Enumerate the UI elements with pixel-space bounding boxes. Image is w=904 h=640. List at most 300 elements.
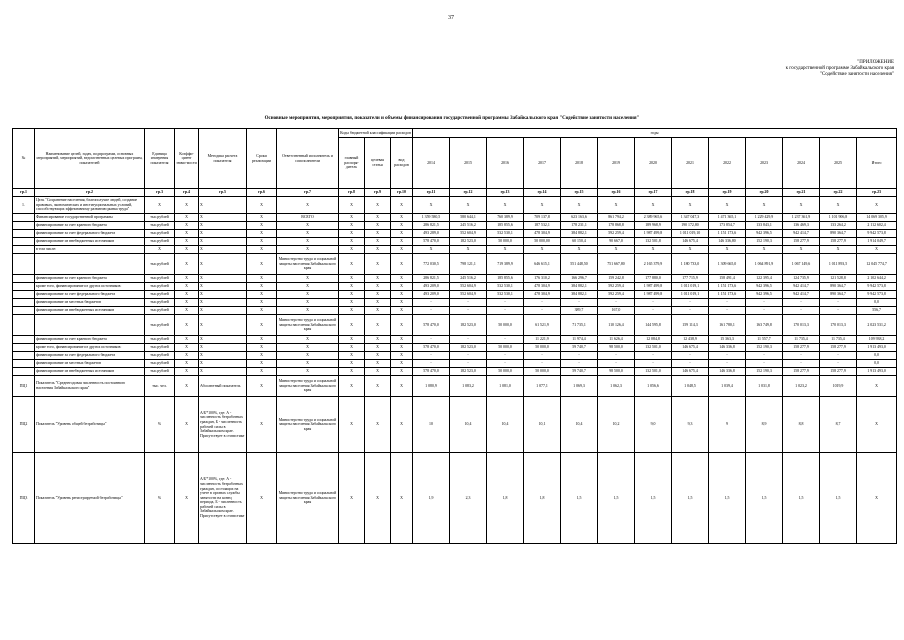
table-cell: X <box>175 291 199 299</box>
table-cell: - <box>635 307 672 315</box>
table-cell: X <box>247 246 277 254</box>
table-cell: X <box>365 397 391 453</box>
table-cell: 890 364,7 <box>820 283 857 291</box>
table-cell: Министерство труда и социальной защиты населения Забайкальского края <box>277 376 339 397</box>
header-total: Итого <box>857 138 897 189</box>
table-row <box>13 291 897 299</box>
table-cell: X <box>391 352 413 360</box>
table-cell: X <box>247 291 277 299</box>
table-cell <box>13 238 35 246</box>
table-cell: X <box>365 360 391 368</box>
table-cell: X <box>199 360 247 368</box>
table-cell: X <box>247 197 277 214</box>
table-cell: 1 011 019,1 <box>672 283 709 291</box>
table-cell: 719 389,9 <box>487 254 524 275</box>
table-cell: кроме того, финансирование из других источников: <box>35 283 145 291</box>
table-cell: X <box>199 246 247 254</box>
table-cell: 177 715,9 <box>672 275 709 283</box>
table-cell: - <box>561 352 598 360</box>
table-cell: X <box>199 291 247 299</box>
table-cell: - <box>413 299 450 307</box>
table-cell: 2 102 644,2 <box>857 275 897 283</box>
table-cell: X <box>391 368 413 376</box>
table-cell: 2,3 <box>450 453 487 544</box>
table-cell: 1 011 019,10 <box>672 230 709 238</box>
table-cell: X <box>391 453 413 544</box>
table-cell <box>13 336 35 344</box>
table-cell: тыс.рублей <box>145 254 175 275</box>
table-cell: X <box>391 230 413 238</box>
table-cell: финансирование за счет федерального бюджета <box>35 291 145 299</box>
appendix-note <box>704 60 894 78</box>
table-cell: 159 242,8 <box>598 275 635 283</box>
table-cell: X <box>199 197 247 214</box>
table-cell: 152 190,3 <box>746 344 783 352</box>
table-cell: X <box>339 254 365 275</box>
table-cell: 50 000,0 <box>487 344 524 352</box>
table-row <box>13 360 897 368</box>
table-cell: 1 309 665,0 <box>709 254 746 275</box>
header-code-b: целевая статья <box>365 138 391 189</box>
table-cell: - <box>709 307 746 315</box>
table-cell: X <box>199 230 247 238</box>
table-cell: X <box>413 246 450 254</box>
table-cell: 8,7 <box>820 397 857 453</box>
table-cell: 122 395,4 <box>746 275 783 283</box>
table-cell: 1 987 499,8 <box>635 291 672 299</box>
table-cell: А/Б*100%, где: А - численность безработных граждан, Б - численность рабочей силы в Забайкальском крае. Присутствует в статистике <box>199 397 247 453</box>
table-cell: 1 069,3 <box>561 376 598 397</box>
table-cell: X <box>561 246 598 254</box>
table-cell: - <box>450 360 487 368</box>
table-cell: X <box>247 214 277 222</box>
table-cell: 178 231,1 <box>561 222 598 230</box>
table-cell: финансирование из внебюджетных источников <box>35 368 145 376</box>
table-cell: X <box>561 197 598 214</box>
table-cell: 1 011 019,1 <box>672 291 709 299</box>
header-year: 2021 <box>672 138 709 189</box>
table-cell: X <box>175 283 199 291</box>
table-cell: X <box>365 283 391 291</box>
table-cell: 2 165 379,9 <box>635 254 672 275</box>
table-cell: - <box>487 352 524 360</box>
table-cell: финансирование за счет краевого бюджета <box>35 336 145 344</box>
table-cell: 389,7 <box>561 307 598 315</box>
table-cell: X <box>857 246 897 254</box>
table-cell: X <box>247 230 277 238</box>
table-row <box>13 299 897 307</box>
table-cell: 1 987 499,8 <box>635 230 672 238</box>
table-row <box>13 336 897 344</box>
table-cell: X <box>339 299 365 307</box>
table-cell: X <box>857 376 897 397</box>
table-cell <box>13 360 35 368</box>
table-cell: - <box>450 307 487 315</box>
table-cell: ПЦ3 <box>13 453 35 544</box>
table-cell: 173 854,7 <box>709 222 746 230</box>
table-cell: - <box>450 336 487 344</box>
table-cell: 98 500,0 <box>598 368 635 376</box>
table-cell: 2 112 602,4 <box>857 222 897 230</box>
table-cell: X <box>391 238 413 246</box>
table-cell: - <box>450 299 487 307</box>
table-cell: X <box>247 368 277 376</box>
table-cell: 1 347 047,3 <box>672 214 709 222</box>
table-cell: Цель "Сохранение населения, благополучие людей, создание правовых, экономических и институциональных условий, способствующих эффективному развитию рынка труда" <box>35 197 145 214</box>
table-cell: 15 363,3 <box>709 336 746 344</box>
table-cell: X <box>365 307 391 315</box>
table-cell <box>13 307 35 315</box>
table-cell: X <box>857 453 897 544</box>
table-cell: X <box>783 197 820 214</box>
table-cell: % <box>145 397 175 453</box>
table-cell: X <box>247 283 277 291</box>
header-year: 2017 <box>524 138 561 189</box>
header-year: 2024 <box>783 138 820 189</box>
table-cell: тыс.рублей <box>145 368 175 376</box>
table-cell: X <box>247 307 277 315</box>
table-cell: X <box>199 283 247 291</box>
table-cell: X <box>175 230 199 238</box>
table-cell: X <box>277 238 339 246</box>
table-cell: 1 913 493,0 <box>857 344 897 352</box>
table-cell: 12 084,8 <box>635 336 672 344</box>
table-cell: финансирование из местных бюджетов <box>35 360 145 368</box>
table-cell: 286 821,5 <box>413 222 450 230</box>
table-cell: - <box>413 360 450 368</box>
table-cell: X <box>175 397 199 453</box>
table-cell: - <box>524 360 561 368</box>
table-cell: X <box>175 299 199 307</box>
table-row <box>13 254 897 275</box>
table-cell: 556,7 <box>857 307 897 315</box>
table-cell: X <box>450 246 487 254</box>
table-cell: 132 501,8 <box>635 238 672 246</box>
header-year: 2019 <box>598 138 635 189</box>
table-cell: X <box>199 315 247 336</box>
table-cell: X <box>247 344 277 352</box>
table-cell: - <box>783 307 820 315</box>
table-cell: 1 081,0 <box>487 376 524 397</box>
table-cell: 1 914 049,7 <box>857 238 897 246</box>
table-cell: X <box>247 453 277 544</box>
table-cell: 90 667,0 <box>598 238 635 246</box>
table-cell: 532 530,1 <box>487 230 524 238</box>
table-cell: 10,4 <box>450 397 487 453</box>
table-row <box>13 453 897 544</box>
table-cell: 2 389 965,6 <box>635 214 672 222</box>
appendix-line-2: к государственной программе Забайкальского края <box>785 66 894 71</box>
table-cell: 384 882,1 <box>561 291 598 299</box>
table-cell: X <box>247 275 277 283</box>
table-cell: 592 259,4 <box>598 291 635 299</box>
table-cell: 861 794,2 <box>598 214 635 222</box>
col-index: гр.10 <box>391 189 413 197</box>
table-cell: - <box>783 352 820 360</box>
table-cell <box>13 254 35 275</box>
table-cell: 182 523,0 <box>450 238 487 246</box>
table-cell: 10,2 <box>598 397 635 453</box>
table-cell: - <box>820 307 857 315</box>
table-cell: 1 913 493,0 <box>857 368 897 376</box>
table-cell: X <box>365 376 391 397</box>
table-cell: X <box>339 246 365 254</box>
table-cell: X <box>277 368 339 376</box>
table-cell: X <box>820 197 857 214</box>
table-cell: X <box>175 214 199 222</box>
table-cell <box>13 214 35 222</box>
table-cell: 158 277,9 <box>783 368 820 376</box>
table-row <box>13 230 897 238</box>
table-cell: финансирование из внебюджетных источников <box>35 307 145 315</box>
table-cell: X <box>365 368 391 376</box>
table-cell: 384 882,1 <box>561 230 598 238</box>
table-cell: X <box>247 315 277 336</box>
table-cell: X <box>247 376 277 397</box>
table-cell: X <box>277 352 339 360</box>
table-cell: тыс.рублей <box>145 291 175 299</box>
table-cell <box>13 299 35 307</box>
table-cell: X <box>175 376 199 397</box>
table-cell: 890 364,7 <box>820 291 857 299</box>
table-cell: X <box>524 197 561 214</box>
table-cell: 166 296,7 <box>561 275 598 283</box>
table-cell: X <box>524 246 561 254</box>
table-cell: - <box>635 352 672 360</box>
table-cell: - <box>598 352 635 360</box>
table-cell: кроме того, финансирование из других источников: <box>35 344 145 352</box>
table-cell: тыс.рублей <box>145 230 175 238</box>
table-cell <box>13 315 35 336</box>
table-cell: - <box>598 299 635 307</box>
col-index: гр.16 <box>598 189 635 197</box>
table-row <box>13 352 897 360</box>
table-cell: 1 023,2 <box>783 376 820 397</box>
table-cell: 2 023 531,2 <box>857 315 897 336</box>
table-row <box>13 344 897 352</box>
table-cell: 646 615,1 <box>524 254 561 275</box>
header-year: 2018 <box>561 138 598 189</box>
table-cell: 50 000,0 <box>487 315 524 336</box>
table-cell: 772 030,5 <box>413 254 450 275</box>
table-cell: X <box>365 246 391 254</box>
header-year: 2015 <box>450 138 487 189</box>
table-cell: X <box>247 336 277 344</box>
table-cell: X <box>247 238 277 246</box>
table-cell: 1 229 429,9 <box>746 214 783 222</box>
table-cell: тыс.рублей <box>145 307 175 315</box>
table-cell <box>13 352 35 360</box>
table-cell: 177 880,0 <box>635 275 672 283</box>
table-cell: X <box>365 352 391 360</box>
table-cell: А/Б*100%, где: А - численность безработных граждан, состоящих на учете в органах службы занятости на конец периода, Б - численность рабочей силы в Забайкальском крае. Присутствует в статистике <box>199 453 247 544</box>
table-cell: 384 882,1 <box>561 283 598 291</box>
table-cell: Показатель "Среднегодовая численность постоянного населения Забайкальского края" <box>35 376 145 397</box>
table-cell: X <box>175 453 199 544</box>
table-cell: 182 523,0 <box>450 368 487 376</box>
table-cell: X <box>277 275 339 283</box>
table-cell: X <box>365 299 391 307</box>
table-cell: Финансирование государственной программы <box>35 214 145 222</box>
table-cell: 1 056,6 <box>635 376 672 397</box>
table-cell: 167,0 <box>598 307 635 315</box>
table-cell: финансирование за счет федерального бюджета <box>35 352 145 360</box>
column-index-row <box>13 189 897 197</box>
table-cell: X <box>365 453 391 544</box>
col-index: гр.19 <box>709 189 746 197</box>
col-index: гр.5 <box>199 189 247 197</box>
table-cell: X <box>277 307 339 315</box>
table-cell: 532 530,1 <box>487 283 524 291</box>
table-cell: X <box>339 222 365 230</box>
table-cell: 1,5 <box>561 453 598 544</box>
table-cell: 163 749,8 <box>746 315 783 336</box>
table-cell: 551 448,50 <box>561 254 598 275</box>
col-index: гр.7 <box>277 189 339 197</box>
table-cell: - <box>672 307 709 315</box>
table-cell: X <box>145 197 175 214</box>
table-cell: X <box>339 291 365 299</box>
table-cell: 1,5 <box>672 453 709 544</box>
col-index: гр.8 <box>339 189 365 197</box>
table-cell: ПЦ2 <box>13 397 35 453</box>
table-cell: - <box>487 336 524 344</box>
table-cell: - <box>783 299 820 307</box>
table-cell: X <box>277 246 339 254</box>
table-body <box>13 197 897 544</box>
table-cell: - <box>820 299 857 307</box>
table-cell: 890 364,7 <box>820 230 857 238</box>
table-cell: 132 501,0 <box>635 368 672 376</box>
table-cell: в том числе: <box>35 246 145 254</box>
table-cell: X <box>175 222 199 230</box>
table-cell: X <box>339 352 365 360</box>
table-cell: тыс.рублей <box>145 352 175 360</box>
table-cell: 124 735,9 <box>783 275 820 283</box>
table-cell: X <box>339 238 365 246</box>
table-cell: тыс.рублей <box>145 336 175 344</box>
table-cell: 190 172,80 <box>672 222 709 230</box>
table-cell: 10,4 <box>561 397 598 453</box>
table-cell: 159 114,3 <box>672 315 709 336</box>
table-cell <box>13 368 35 376</box>
table-cell: X <box>175 352 199 360</box>
table-cell: 146 675,4 <box>672 368 709 376</box>
table-cell: финансирование за счет краевого бюджета <box>35 222 145 230</box>
table-cell: 61 521,9 <box>524 315 561 336</box>
table-cell: 60 150,4 <box>561 238 598 246</box>
table-cell: 158 277,9 <box>820 238 857 246</box>
table-cell: 942 414,7 <box>783 283 820 291</box>
table-cell: Министерство труда и социальной защиты населения Забайкальского края <box>277 315 339 336</box>
table-cell: 158 277,9 <box>820 344 857 352</box>
table-cell: 592 259,4 <box>598 283 635 291</box>
appendix-line-1: "ПРИЛОЖЕНИЕ <box>857 60 894 65</box>
header-unit: Единица измерения показателя <box>145 129 175 189</box>
table-cell: X <box>339 315 365 336</box>
table-cell: - <box>635 360 672 368</box>
table-cell: финансирование за счет федерального бюджета <box>35 230 145 238</box>
table-cell: X <box>635 246 672 254</box>
table-cell: 493 209,0 <box>413 291 450 299</box>
table-cell: X <box>277 360 339 368</box>
table-cell: X <box>175 254 199 275</box>
table-cell: X <box>175 360 199 368</box>
table-cell: - <box>487 360 524 368</box>
table-cell: 552 604,9 <box>450 230 487 238</box>
table-cell <box>13 283 35 291</box>
table-cell: 11 557,7 <box>746 336 783 344</box>
table-cell: X <box>339 214 365 222</box>
table-cell: X <box>199 352 247 360</box>
table-cell: 1,5 <box>709 453 746 544</box>
table-cell: X <box>199 254 247 275</box>
table-cell: 532 530,1 <box>487 291 524 299</box>
table-cell: 158 277,9 <box>783 344 820 352</box>
table-cell: X <box>339 360 365 368</box>
table-cell: 187 532,1 <box>524 222 561 230</box>
table-cell: - <box>524 352 561 360</box>
table-cell: X <box>175 275 199 283</box>
table-cell: X <box>391 376 413 397</box>
table-row <box>13 214 897 222</box>
table-cell: 1 471 365,1 <box>709 214 746 222</box>
table-cell: тыс.рублей <box>145 238 175 246</box>
table-cell: 11 221,9 <box>524 336 561 344</box>
table-cell: - <box>635 299 672 307</box>
table-cell: 1 039,4 <box>709 376 746 397</box>
table-cell: тыс.рублей <box>145 360 175 368</box>
header-term: Сроки реализации <box>247 129 277 189</box>
table-cell: тыс.рублей <box>145 315 175 336</box>
table-cell: 580 644,1 <box>450 214 487 222</box>
table-cell <box>13 230 35 238</box>
table-cell: 161 780,1 <box>709 315 746 336</box>
table-cell: X <box>391 222 413 230</box>
table-cell: 478 304,9 <box>524 291 561 299</box>
table-cell: 10,4 <box>487 397 524 453</box>
table-cell: - <box>746 299 783 307</box>
table-cell: X <box>365 254 391 275</box>
table-cell: X <box>199 336 247 344</box>
table-cell: 110 126,4 <box>598 315 635 336</box>
table-cell: 146 336,8 <box>709 368 746 376</box>
col-index: гр.9 <box>365 189 391 197</box>
table-cell: X <box>391 291 413 299</box>
table-cell: X <box>199 344 247 352</box>
table-cell: X <box>391 307 413 315</box>
table-cell: X <box>199 238 247 246</box>
table-cell <box>13 344 35 352</box>
table-cell: 578 470,0 <box>413 368 450 376</box>
table-cell: 942 396,5 <box>746 283 783 291</box>
table-cell: X <box>199 299 247 307</box>
table-cell: X <box>175 238 199 246</box>
table-cell: 50 000,0 <box>487 368 524 376</box>
table-cell: 245 516,2 <box>450 222 487 230</box>
table-cell: X <box>175 246 199 254</box>
table-cell: 942 396,5 <box>746 230 783 238</box>
table-cell: X <box>339 368 365 376</box>
header-row-1 <box>13 129 897 138</box>
table-cell: 478 304,9 <box>524 283 561 291</box>
table-cell: 478 304,9 <box>524 230 561 238</box>
col-index: гр.12 <box>450 189 487 197</box>
table-cell: 1 083,2 <box>450 376 487 397</box>
table-row <box>13 397 897 453</box>
table-cell: тыс.рублей <box>145 275 175 283</box>
table-cell: 146 675,4 <box>672 238 709 246</box>
